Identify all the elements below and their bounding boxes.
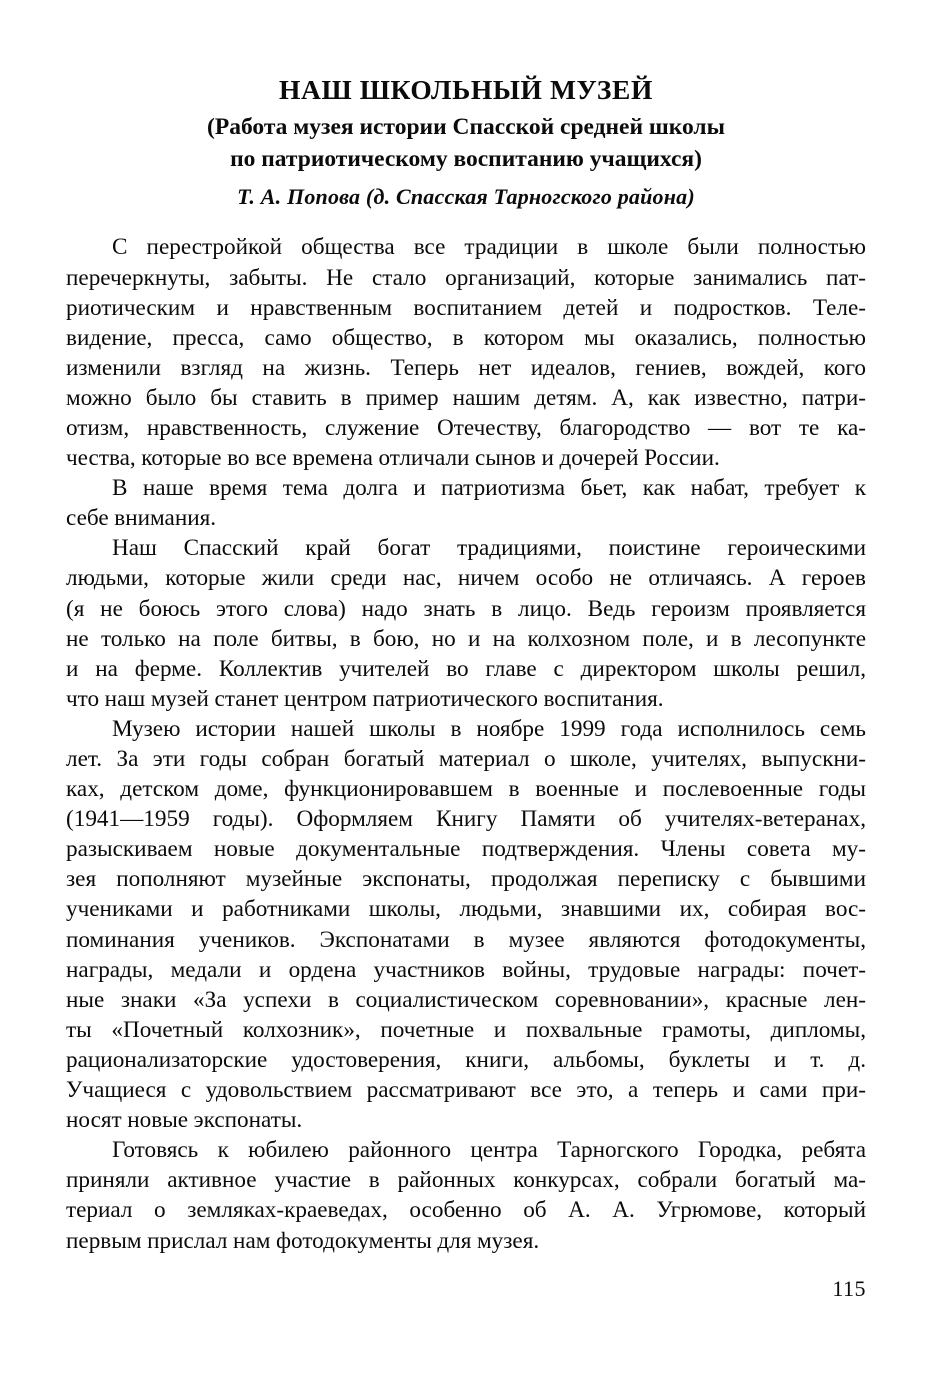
text-line: Музею истории нашей школы в ноябре 1999 года исполнилось семь	[112, 715, 866, 742]
article-body	[66, 232, 866, 1255]
text-line: носят новые экспонаты.	[66, 1107, 303, 1134]
text-line: (1941—1959 годы). Оформляем Книгу Памяти об учителях-ветеранах,	[66, 806, 866, 833]
text-line: учениками и работниками школы, людьми, знавшими их, собирая вос-	[66, 896, 866, 923]
text-line: разыскиваем новые документальные подтверждения. Члены совета му-	[66, 836, 866, 863]
paragraph	[66, 473, 866, 533]
text-line: рационализаторские удостоверения, книги, альбомы, буклеты и т. д.	[66, 1046, 866, 1073]
text-line: людьми, которые жили среди нас, ничем особо не отличаясь. А героев	[66, 565, 866, 592]
text-line: не только на поле битвы, в бою, но и на колхозном поле, и в лесопункте	[66, 625, 866, 652]
article-heading-block	[66, 0, 866, 210]
text-line: риотическим и нравственным воспитанием детей и подростков. Теле-	[66, 294, 866, 321]
text-line: ках, детском доме, функционировавшем в военные и послевоенные годы	[66, 776, 866, 803]
text-line: Наш Спасский край богат традициями, поистине героическими	[112, 535, 866, 562]
paragraph	[66, 232, 866, 473]
text-line: чества, которые во все времена отличали сынов и дочерей России.	[66, 445, 720, 472]
text-line: С перестройкой общества все традиции в школе были полностью	[112, 234, 866, 261]
text-line: териал о земляках-краеведах, особенно об А. А. Угрюмове, который	[66, 1197, 866, 1224]
paragraph	[66, 714, 866, 1135]
article-subtitle-line-2: по патриотическому воспитанию учащихся)	[230, 145, 702, 172]
paragraph	[66, 533, 866, 714]
article-subtitle	[66, 112, 866, 175]
text-line: Учащиеся с удовольствием рассматривают все это, а теперь и сами при-	[66, 1077, 866, 1104]
article-subtitle-line-1: (Работа музея истории Спасской средней школы	[207, 114, 725, 141]
text-line: изменили взгляд на жизнь. Теперь нет идеалов, гениев, вождей, кого	[66, 354, 866, 381]
text-line: ты «Почетный колхозник», почетные и похвальные грамоты, дипломы,	[66, 1016, 866, 1043]
text-line: себе внимания.	[66, 505, 217, 532]
text-line: зея пополняют музейные экспонаты, продолжая переписку с бывшими	[66, 866, 866, 893]
text-line: В наше время тема долга и патриотизма бьет, как набат, требует к	[112, 475, 866, 502]
text-line: можно было бы ставить в пример нашим детям. А, как известно, патри-	[66, 384, 866, 411]
text-line: (я не боюсь этого слова) надо знать в лицо. Ведь героизм проявляется	[66, 595, 866, 622]
text-line: видение, пресса, само общество, в котором мы оказались, полностью	[66, 324, 866, 351]
text-line: Готовясь к юбилею районного центра Тарногского Городка, ребята	[112, 1137, 866, 1164]
text-line: перечеркнуты, забыты. Не стало организаций, которые занимались пат-	[66, 264, 866, 291]
paragraph	[66, 1135, 866, 1255]
page-number: 115	[832, 1276, 866, 1301]
text-line: поминания учеников. Экспонатами в музее являются фотодокументы,	[66, 926, 866, 953]
article-byline: Т. А. Попова (д. Спасская Тарногского района)	[237, 184, 695, 210]
text-line: и на ферме. Коллектив учителей во главе с директором школы решил,	[66, 655, 866, 682]
page-content-column	[66, 0, 866, 1256]
text-line: ные знаки «За успехи в социалистическом соревновании», красные лен-	[66, 986, 866, 1013]
text-line: приняли активное участие в районных конкурсах, собрали богатый ма-	[66, 1167, 866, 1194]
text-line: что наш музей станет центром патриотического воспитания.	[66, 685, 664, 712]
text-line: отизм, нравственность, служение Отечеству, благородство — вот те ка-	[66, 414, 866, 441]
article-title: НАШ ШКОЛЬНЫЙ МУЗЕЙ	[279, 74, 653, 105]
text-line: награды, медали и ордена участников войны, трудовые награды: почет-	[66, 956, 866, 983]
text-line: лет. За эти годы собран богатый материал о школе, учителях, выпускни-	[66, 746, 866, 772]
text-line: первым прислал нам фотодокументы для музея.	[66, 1227, 540, 1254]
